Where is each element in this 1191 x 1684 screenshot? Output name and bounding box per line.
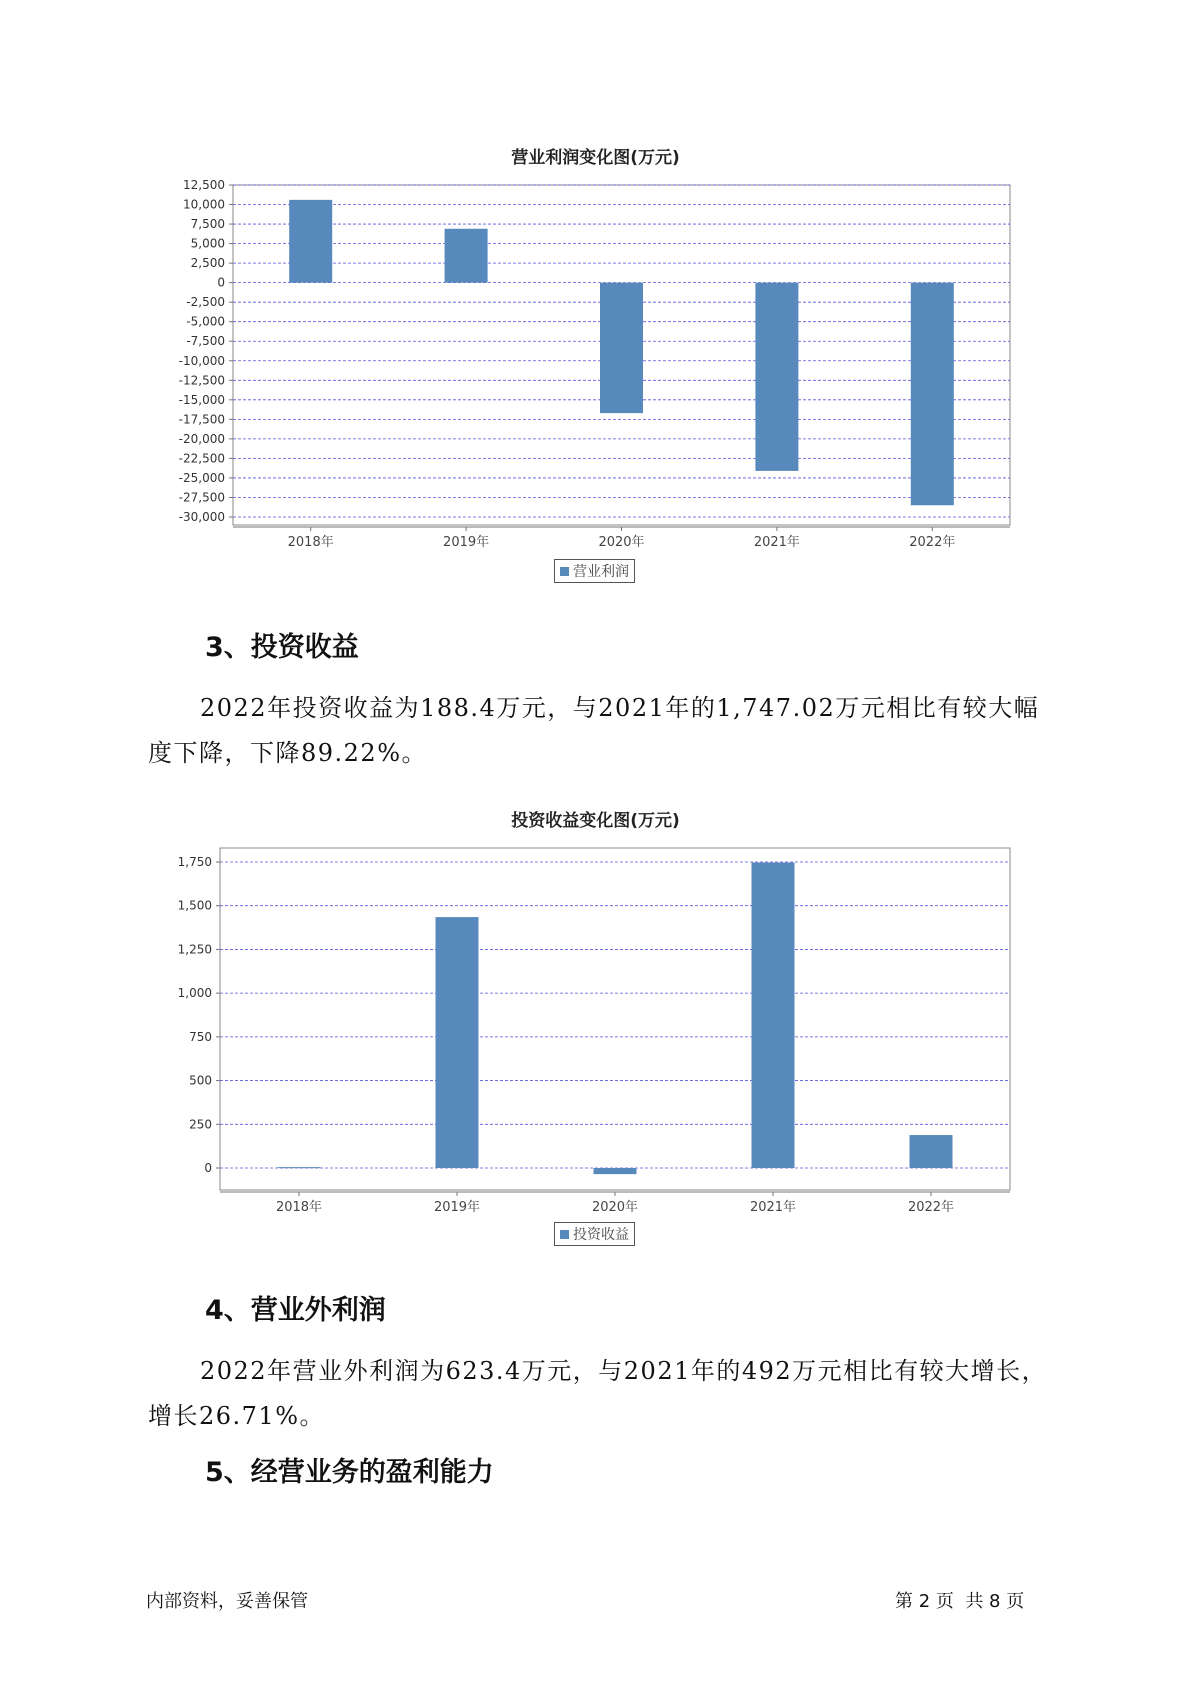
section-heading-investment-income: 3、投资收益	[205, 632, 359, 663]
x-tick-label: 2021年	[749, 1200, 797, 1215]
investment-income-chart	[0, 840, 1191, 1230]
operating-profit-chart	[0, 175, 1191, 565]
bar-2019年	[445, 229, 488, 283]
y-tick-label: 10,000	[183, 197, 225, 212]
x-tick-label: 2020年	[591, 1200, 639, 1215]
y-tick-label: -7,500	[186, 334, 225, 349]
bar-2021年	[755, 283, 798, 471]
y-tick-label: 0	[204, 1161, 212, 1176]
section-heading-non-operating-profit: 4、营业外利润	[205, 1295, 386, 1326]
chart-title-operating-profit: 营业利润变化图(万元)	[511, 148, 680, 168]
bar-2020年	[600, 283, 643, 413]
bar-2020年	[594, 1168, 637, 1174]
y-tick-label: -2,500	[186, 295, 225, 310]
y-tick-label: -17,500	[178, 412, 225, 427]
y-tick-label: 1,250	[177, 942, 212, 957]
bar-2022年	[910, 1135, 953, 1168]
y-tick-label: 2,500	[190, 256, 225, 271]
chart-title-investment-income: 投资收益变化图(万元)	[511, 811, 680, 831]
legend-label: 投资收益	[573, 1227, 629, 1243]
y-tick-label: -5,000	[186, 314, 225, 329]
investment-income-legend	[554, 1222, 635, 1246]
y-tick-label: -25,000	[178, 470, 225, 485]
plot-frame	[220, 848, 1010, 1190]
y-tick-label: 1,000	[177, 986, 212, 1001]
y-tick-label: 0	[217, 275, 225, 290]
x-tick-label: 2021年	[753, 535, 800, 550]
bar-2019年	[436, 917, 479, 1168]
section-heading-profitability: 5、经营业务的盈利能力	[205, 1457, 494, 1488]
y-tick-label: 5,000	[190, 236, 225, 251]
x-tick-label: 2018年	[287, 535, 334, 550]
y-tick-label: -20,000	[178, 431, 225, 446]
y-tick-label: 1,500	[177, 898, 212, 913]
y-tick-label: 500	[189, 1073, 212, 1088]
legend-swatch	[560, 567, 569, 576]
x-tick-label: 2022年	[909, 535, 956, 550]
x-tick-label: 2019年	[433, 1200, 481, 1215]
bar-2018年	[289, 200, 332, 283]
y-tick-label: 7,500	[190, 217, 225, 232]
y-tick-label: 1,750	[177, 854, 212, 869]
x-tick-label: 2018年	[275, 1200, 323, 1215]
x-tick-label: 2022年	[907, 1200, 955, 1215]
y-tick-label: 250	[189, 1117, 212, 1132]
x-tick-label: 2019年	[443, 535, 490, 550]
section-text-investment-income: 2022年投资收益为188.4万元，与2021年的1,747.02万元相比有较大幅度下降，下降89.22%。	[148, 694, 1040, 767]
y-tick-label: -15,000	[178, 392, 225, 407]
bar-2022年	[911, 283, 954, 506]
legend-swatch	[560, 1230, 569, 1239]
y-tick-label: -27,500	[178, 490, 225, 505]
y-tick-label: -30,000	[178, 510, 225, 524]
operating-profit-legend	[554, 559, 635, 583]
y-tick-label: -22,500	[178, 451, 225, 466]
y-tick-label: 750	[189, 1029, 212, 1044]
y-tick-label: 12,500	[183, 178, 225, 192]
x-tick-label: 2020年	[598, 535, 645, 550]
bar-2018年	[278, 1167, 321, 1168]
bar-2021年	[752, 863, 795, 1168]
section-text-non-operating-profit: 2022年营业外利润为623.4万元，与2021年的492万元相比有较大增长，增长26.71%。	[148, 1357, 1048, 1430]
footer-page-number: 第 2 页 共 8 页	[895, 1591, 1025, 1612]
footer-confidential-note: 内部资料，妥善保管	[146, 1591, 308, 1612]
y-tick-label: -10,000	[178, 353, 225, 368]
y-tick-label: -12,500	[178, 373, 225, 388]
legend-label: 营业利润	[573, 564, 629, 580]
